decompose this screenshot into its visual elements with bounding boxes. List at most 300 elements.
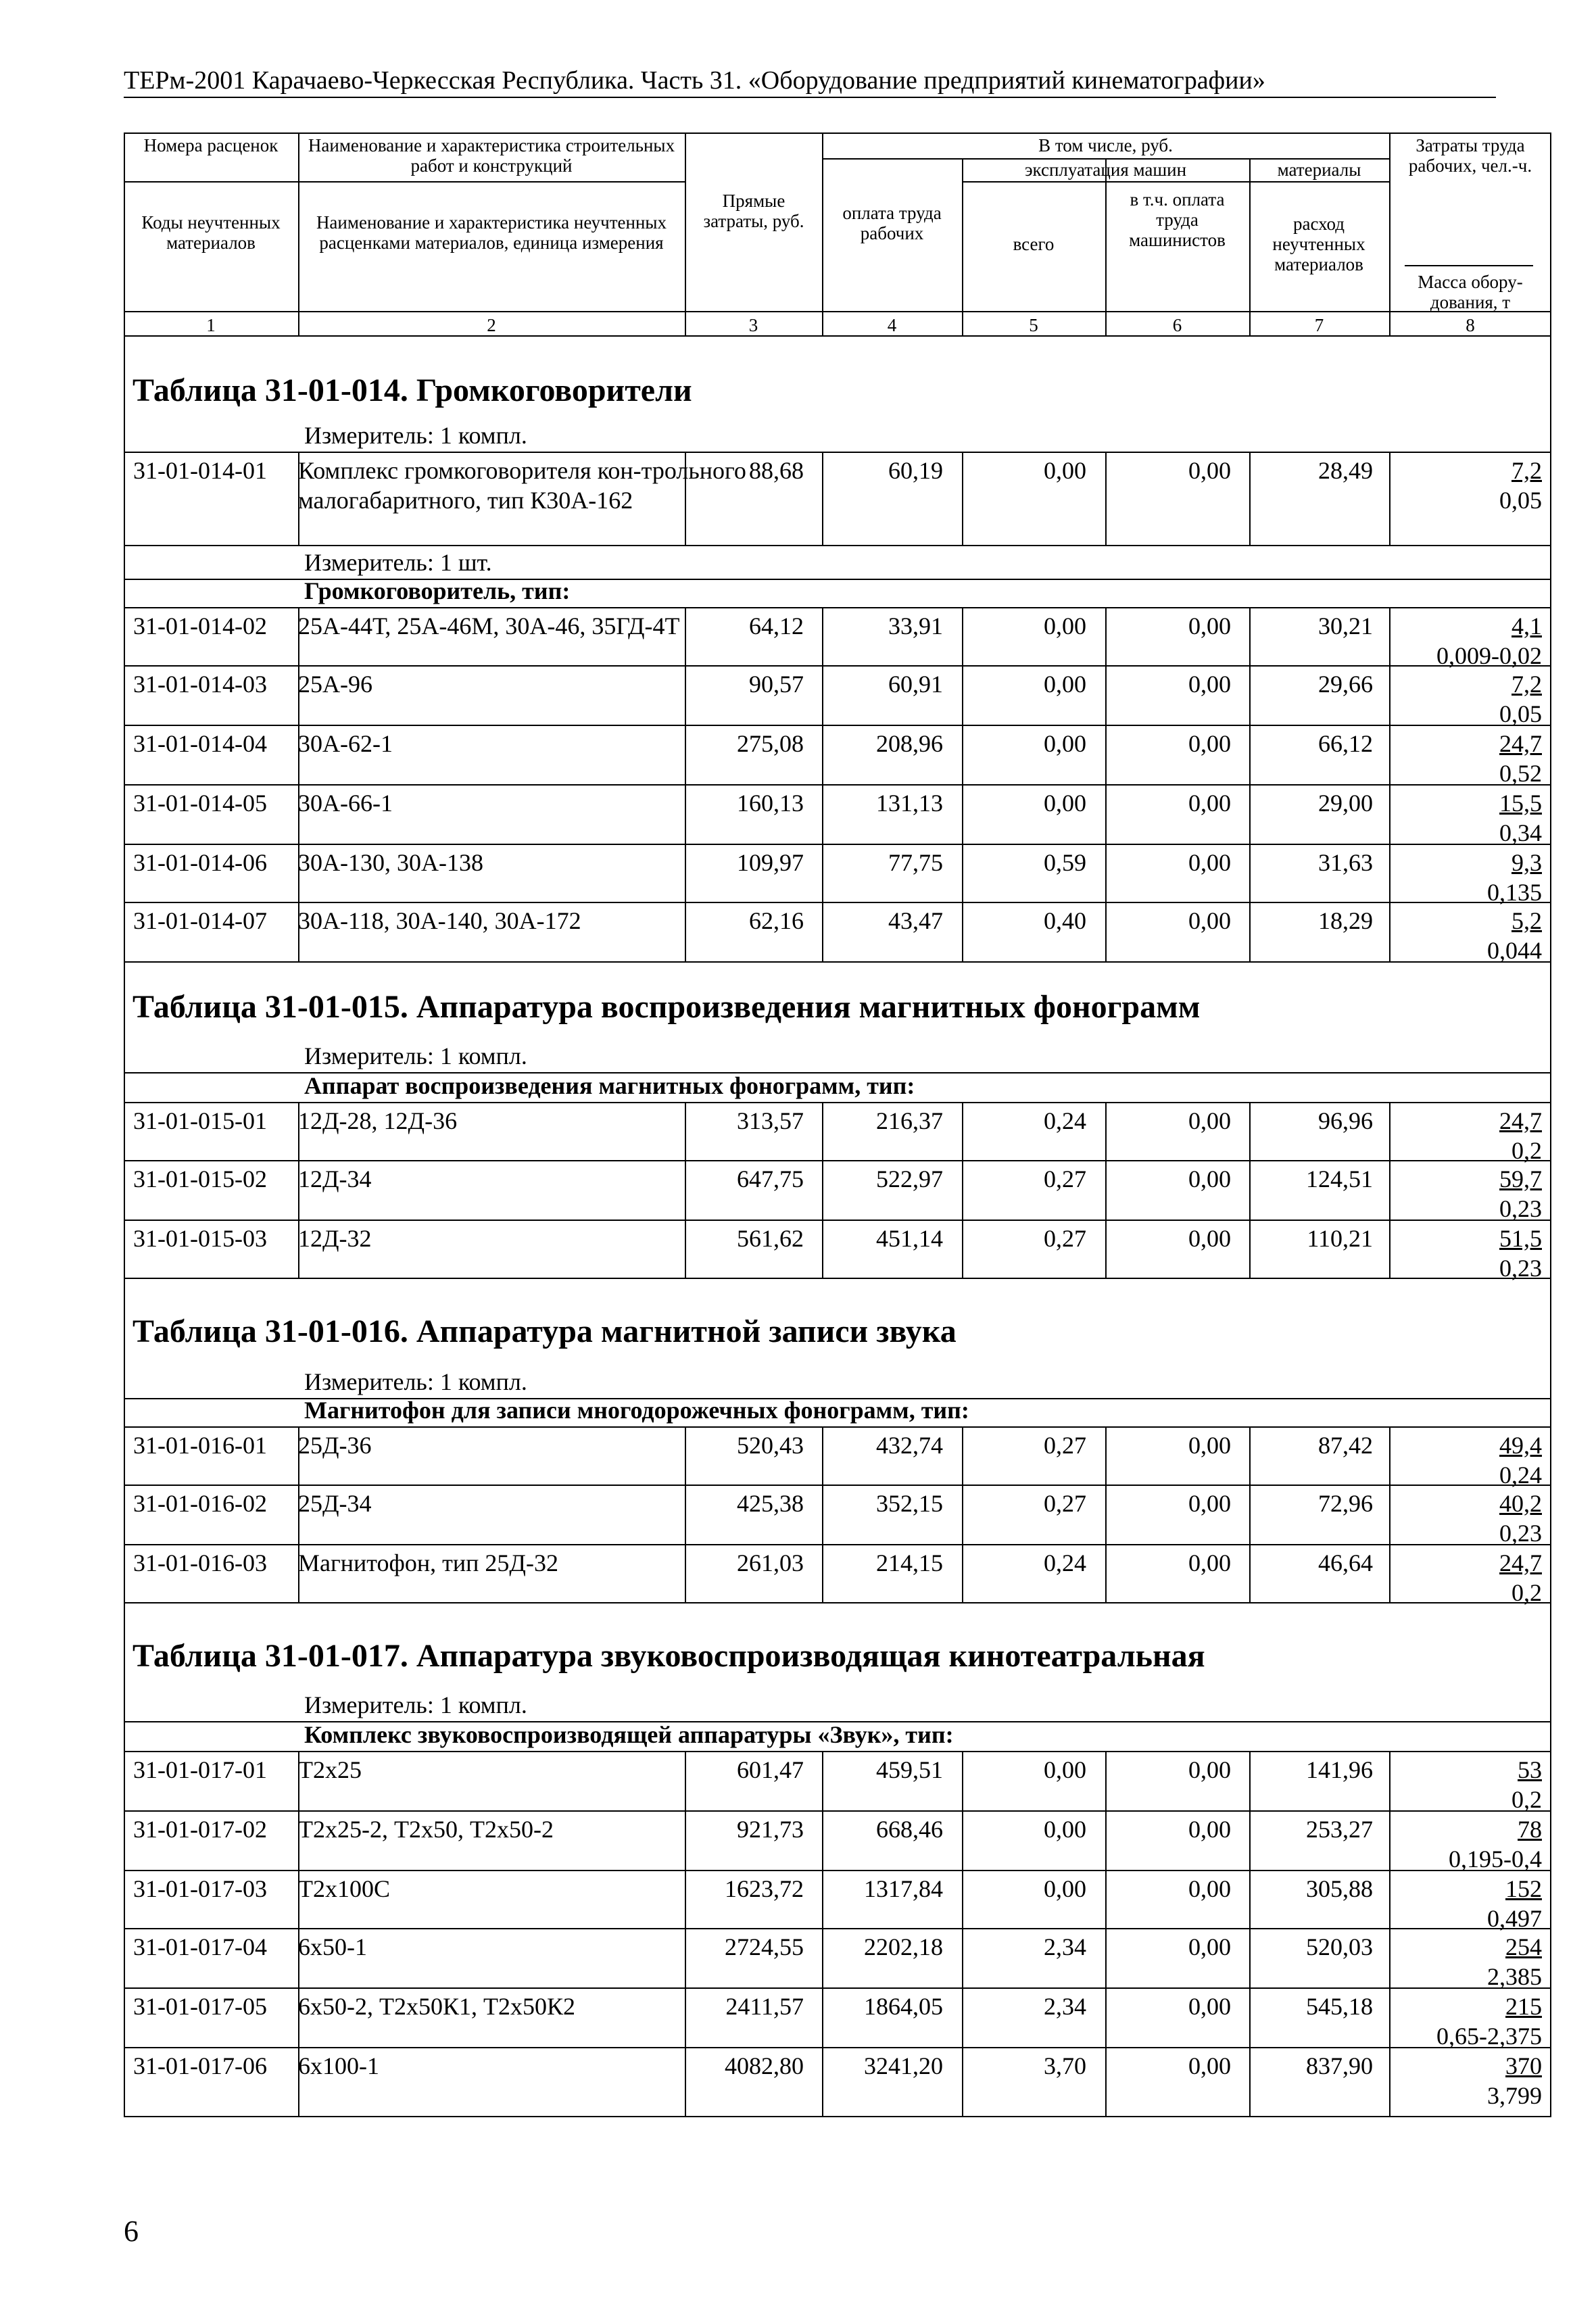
table-row xyxy=(124,1428,1551,1489)
row-operators: 0,00 xyxy=(1188,671,1231,698)
col-divider xyxy=(822,1161,823,1221)
row-mass: 0,05 xyxy=(1499,700,1542,727)
table-row xyxy=(124,453,1551,546)
col-divider xyxy=(1105,608,1107,667)
row-name: 6х100-1 xyxy=(298,2052,379,2079)
row-code: 31-01-014-05 xyxy=(133,790,267,817)
row-direct: 561,62 xyxy=(737,1225,804,1252)
col-divider xyxy=(1389,1161,1391,1221)
row-labor-mass xyxy=(1436,611,1542,671)
row-wages: 216,37 xyxy=(876,1107,943,1134)
hdr-col2-bottom: Наименование и характеристика неучтенных расценками материалов, единица измерения xyxy=(316,212,667,253)
group-label: Аппарат воспроизведения магнитных фонограмм, тип: xyxy=(304,1072,915,1099)
col-divider xyxy=(822,1545,823,1603)
col-divider xyxy=(962,1428,963,1486)
row-direct: 90,57 xyxy=(749,671,804,698)
col-number: 3 xyxy=(748,315,758,335)
row-labor-mass xyxy=(1499,729,1542,788)
row-wages: 77,75 xyxy=(888,849,943,876)
row-code: 31-01-014-07 xyxy=(133,907,267,934)
row-labor: 40,2 xyxy=(1499,1490,1542,1517)
row-wages: 451,14 xyxy=(876,1225,943,1252)
row-materials: 110,21 xyxy=(1307,1225,1373,1252)
row-direct: 2724,55 xyxy=(725,1933,804,1960)
row-wages: 459,51 xyxy=(876,1756,943,1783)
row-machines: 0,27 xyxy=(1044,1225,1086,1252)
col-divider xyxy=(822,1486,823,1545)
row-operators: 0,00 xyxy=(1188,730,1231,757)
row-materials: 253,27 xyxy=(1306,1816,1373,1843)
row-code: 31-01-017-01 xyxy=(133,1756,267,1783)
hdr-col1-bottom: Коды неучтенных материалов xyxy=(141,212,281,253)
row-mass: 0,23 xyxy=(1499,1195,1542,1222)
row-code: 31-01-014-02 xyxy=(133,612,267,640)
column-header xyxy=(124,132,1551,335)
col-divider xyxy=(822,726,823,786)
col-divider xyxy=(822,786,823,845)
col-divider xyxy=(1249,786,1251,845)
col-divider xyxy=(822,845,823,903)
row-wages: 1317,84 xyxy=(864,1875,943,1902)
row-code: 31-01-014-01 xyxy=(133,457,267,484)
col-divider xyxy=(962,453,963,546)
row-materials: 96,96 xyxy=(1318,1107,1373,1134)
row-code: 31-01-017-05 xyxy=(133,1993,267,2020)
hdr-col8-top: Затраты труда рабочих, чел.-ч. xyxy=(1408,135,1532,176)
row-labor-mass xyxy=(1499,669,1542,729)
unit-label: Измеритель: 1 компл. xyxy=(304,1368,527,1395)
group-label: Громкоговоритель, тип: xyxy=(304,577,571,604)
row-wages: 60,91 xyxy=(888,671,943,698)
col-divider xyxy=(298,1486,299,1545)
row-labor-mass xyxy=(1449,1814,1542,1874)
row-name: Т2х100С xyxy=(298,1875,391,1902)
col-divider xyxy=(1249,453,1251,546)
col-divider xyxy=(962,1989,963,2048)
row-mass: 0,009-0,02 xyxy=(1436,642,1542,669)
row-labor-mass xyxy=(1499,1489,1542,1548)
row-labor-mass xyxy=(1487,848,1542,907)
hdr-rule xyxy=(124,311,1551,312)
col-divider xyxy=(685,1103,686,1161)
col-divider xyxy=(1105,1989,1107,2048)
col-divider xyxy=(822,1929,823,1989)
row-labor-mass xyxy=(1487,2051,1542,2110)
hdr-divider xyxy=(298,132,299,335)
page-number: 6 xyxy=(124,2215,139,2248)
hdr-group-machines: эксплуатация машин xyxy=(1024,160,1187,180)
row-materials: 124,51 xyxy=(1306,1165,1373,1192)
col-divider xyxy=(1105,1103,1107,1161)
hdr-rule xyxy=(298,181,685,183)
col-divider xyxy=(685,1545,686,1603)
col-divider xyxy=(1105,1871,1107,1929)
row-labor-mass xyxy=(1499,1164,1542,1224)
col-divider xyxy=(1389,1989,1391,2048)
row-wages: 2202,18 xyxy=(864,1933,943,1960)
col-divider xyxy=(298,786,299,845)
col-divider xyxy=(1249,726,1251,786)
row-name: 6х50-2, Т2х50К1, Т2х50К2 xyxy=(298,1993,575,2020)
row-machines: 0,00 xyxy=(1044,790,1086,817)
col-divider xyxy=(1105,1428,1107,1486)
row-mass: 0,23 xyxy=(1499,1255,1542,1282)
row-machines: 3,70 xyxy=(1044,2052,1086,2079)
row-wages: 214,15 xyxy=(876,1549,943,1576)
row-machines: 0,00 xyxy=(1044,1756,1086,1783)
row-operators: 0,00 xyxy=(1188,1165,1231,1192)
row-name: Комплекс громкоговорителя кон-трольного малогабаритного, тип К30А-162 xyxy=(298,457,746,514)
row-mass: 2,385 xyxy=(1487,1963,1542,1990)
row-mass: 0,52 xyxy=(1499,760,1542,787)
row-name: 25Д-36 xyxy=(298,1432,372,1459)
row-code: 31-01-016-01 xyxy=(133,1432,267,1459)
col-divider xyxy=(685,1486,686,1545)
col-divider xyxy=(1389,1545,1391,1603)
row-operators: 0,00 xyxy=(1188,1993,1231,2020)
row-mass: 0,65-2,375 xyxy=(1436,2023,1542,2050)
hdr-group-top: В том числе, руб. xyxy=(1038,135,1173,155)
row-materials: 72,96 xyxy=(1318,1490,1373,1517)
row-mass: 0,135 xyxy=(1487,879,1542,906)
col-divider xyxy=(298,1871,299,1929)
col-divider xyxy=(685,786,686,845)
col-divider xyxy=(1249,1428,1251,1486)
row-labor: 254 xyxy=(1505,1933,1542,1960)
col-divider xyxy=(1105,903,1107,963)
row-direct: 275,08 xyxy=(737,730,804,757)
row-code: 31-01-016-03 xyxy=(133,1549,267,1576)
row-labor-mass xyxy=(1512,1755,1542,1814)
col-divider xyxy=(1105,786,1107,845)
row-materials: 31,63 xyxy=(1318,849,1373,876)
row-mass: 0,2 xyxy=(1512,1786,1542,1813)
row-labor: 24,7 xyxy=(1499,1107,1542,1134)
row-materials: 46,64 xyxy=(1318,1549,1373,1576)
row-machines: 0,40 xyxy=(1044,907,1086,934)
col-divider xyxy=(298,1428,299,1486)
col-divider xyxy=(298,608,299,667)
col-divider xyxy=(685,667,686,726)
row-direct: 64,12 xyxy=(749,612,804,640)
row-code: 31-01-017-06 xyxy=(133,2052,267,2079)
row-wages: 131,13 xyxy=(876,790,943,817)
row-labor: 152 xyxy=(1505,1875,1542,1902)
col-divider xyxy=(1249,845,1251,903)
row-wages: 33,91 xyxy=(888,612,943,640)
col-divider xyxy=(685,1161,686,1221)
hdr-col5: всего xyxy=(1013,234,1055,254)
col-divider xyxy=(685,1929,686,1989)
row-direct: 261,03 xyxy=(737,1549,804,1576)
row-machines: 0,00 xyxy=(1044,1816,1086,1843)
col-number-rule xyxy=(124,335,1551,337)
row-mass: 0,497 xyxy=(1487,1905,1542,1932)
row-materials: 29,66 xyxy=(1318,671,1373,698)
row-wages: 60,19 xyxy=(888,457,943,484)
hdr-divider xyxy=(685,132,686,335)
col-divider xyxy=(1249,1871,1251,1929)
col-divider xyxy=(685,1221,686,1279)
row-materials: 18,29 xyxy=(1318,907,1373,934)
row-machines: 0,00 xyxy=(1044,730,1086,757)
hdr-group-materials: материалы xyxy=(1277,160,1361,180)
col-divider xyxy=(298,1989,299,2048)
row-name: 30А-66-1 xyxy=(298,790,393,817)
row-name: 25А-96 xyxy=(298,671,372,698)
col-divider xyxy=(962,1545,963,1603)
row-materials: 87,42 xyxy=(1318,1432,1373,1459)
row-code: 31-01-015-02 xyxy=(133,1165,267,1192)
hdr-divider xyxy=(822,132,823,335)
col-divider xyxy=(1249,1486,1251,1545)
row-labor: 59,7 xyxy=(1499,1165,1542,1192)
unit-label: Измеритель: 1 компл. xyxy=(304,1042,527,1069)
col-divider xyxy=(1105,1221,1107,1279)
row-labor: 215 xyxy=(1505,1993,1542,2020)
row-direct: 313,57 xyxy=(737,1107,804,1134)
row-labor: 7,2 xyxy=(1512,671,1542,698)
row-materials: 305,88 xyxy=(1306,1875,1373,1902)
row-labor: 4,1 xyxy=(1512,612,1542,640)
col-divider xyxy=(685,2048,686,2117)
row-direct: 160,13 xyxy=(737,790,804,817)
col-divider xyxy=(298,1752,299,1812)
col-divider xyxy=(1249,903,1251,963)
col-divider xyxy=(1105,2048,1107,2117)
row-materials: 29,00 xyxy=(1318,790,1373,817)
row-mass: 0,2 xyxy=(1512,1137,1542,1164)
col-divider xyxy=(962,903,963,963)
row-name: 25А-44Т, 25А-46М, 30А-46, 35ГД-4Т xyxy=(298,612,680,640)
row-wages: 208,96 xyxy=(876,730,943,757)
row-labor: 370 xyxy=(1505,2052,1542,2079)
row-direct: 921,73 xyxy=(737,1816,804,1843)
row-direct: 425,38 xyxy=(737,1490,804,1517)
col-divider xyxy=(1389,667,1391,726)
col-divider xyxy=(298,2048,299,2117)
row-code: 31-01-015-01 xyxy=(133,1107,267,1134)
table-row xyxy=(124,1929,1551,1989)
row-code: 31-01-017-04 xyxy=(133,1933,267,1960)
col-divider xyxy=(962,2048,963,2117)
col-divider xyxy=(1249,1989,1251,2048)
row-machines: 0,00 xyxy=(1044,612,1086,640)
unit-label: Измеритель: 1 компл. xyxy=(304,422,527,449)
row-code: 31-01-014-03 xyxy=(133,671,267,698)
table-row xyxy=(124,1989,1551,2048)
row-wages: 432,74 xyxy=(876,1432,943,1459)
table-title: Таблица 31-01-016. Аппаратура магнитной записи звука xyxy=(132,1313,957,1349)
row-operators: 0,00 xyxy=(1188,1756,1231,1783)
row-machines: 0,00 xyxy=(1044,671,1086,698)
row-materials: 520,03 xyxy=(1306,1933,1373,1960)
col-divider xyxy=(822,1221,823,1279)
col-divider xyxy=(1389,1752,1391,1812)
row-mass: 0,044 xyxy=(1487,937,1542,964)
row-mass: 0,2 xyxy=(1512,1579,1542,1606)
col-divider xyxy=(1389,786,1391,845)
row-name: Т2х25 xyxy=(298,1756,362,1783)
table-row xyxy=(124,1752,1551,1812)
row-direct: 520,43 xyxy=(737,1432,804,1459)
col-divider xyxy=(1105,1486,1107,1545)
page-header: ТЕРм-2001 Карачаево-Черкесская Республика. Часть 31. «Оборудование предприятий кинематографии» xyxy=(124,64,1496,98)
col-number: 2 xyxy=(487,315,496,335)
table-row xyxy=(124,608,1551,667)
table-row xyxy=(124,2048,1551,2117)
col-divider xyxy=(1389,726,1391,786)
col-divider xyxy=(1249,2048,1251,2117)
col-divider xyxy=(962,845,963,903)
col-divider xyxy=(685,1428,686,1486)
row-labor: 24,7 xyxy=(1499,1549,1542,1576)
row-labor-mass xyxy=(1487,906,1542,965)
col-divider xyxy=(1105,1545,1107,1603)
col-divider xyxy=(962,1103,963,1161)
col-divider xyxy=(685,1812,686,1871)
table-row xyxy=(124,1545,1551,1606)
row-machines: 0,24 xyxy=(1044,1549,1086,1576)
hdr-col8-bottom: Масса обору-дования, т xyxy=(1418,272,1523,312)
row-direct: 2411,57 xyxy=(725,1993,804,2020)
row-labor: 53 xyxy=(1518,1756,1542,1783)
col-divider xyxy=(1105,1929,1107,1989)
col-divider xyxy=(298,1929,299,1989)
col-divider xyxy=(1389,1486,1391,1545)
col-divider xyxy=(822,2048,823,2117)
row-labor-mass xyxy=(1487,1874,1542,1933)
col-divider xyxy=(962,1161,963,1221)
hdr-col2-top: Наименование и характеристика строительных работ и конструкций xyxy=(308,135,675,176)
col-divider xyxy=(962,1871,963,1929)
row-operators: 0,00 xyxy=(1188,1225,1231,1252)
row-direct: 109,97 xyxy=(737,849,804,876)
col-number: 7 xyxy=(1314,315,1324,335)
col-divider xyxy=(685,1989,686,2048)
table-row xyxy=(124,786,1551,845)
row-materials: 66,12 xyxy=(1318,730,1373,757)
row-labor: 5,2 xyxy=(1512,907,1542,934)
row-operators: 0,00 xyxy=(1188,1933,1231,1960)
row-labor-mass xyxy=(1487,1932,1542,1992)
col-divider xyxy=(962,786,963,845)
row-labor: 78 xyxy=(1518,1816,1542,1843)
row-operators: 0,00 xyxy=(1188,790,1231,817)
col-divider xyxy=(298,1161,299,1221)
hdr-divider xyxy=(1249,160,1251,335)
row-machines: 0,00 xyxy=(1044,1875,1086,1902)
row-mass: 0,195-0,4 xyxy=(1449,1845,1542,1873)
col-divider xyxy=(1105,1812,1107,1871)
row-labor: 9,3 xyxy=(1512,849,1542,876)
col-divider xyxy=(822,667,823,726)
group-label: Комплекс звуковоспроизводящей аппаратуры «Звук», тип: xyxy=(304,1721,954,1748)
row-operators: 0,00 xyxy=(1188,849,1231,876)
col-divider xyxy=(822,1103,823,1161)
row-labor-mass xyxy=(1499,456,1542,515)
col-divider xyxy=(1249,608,1251,667)
row-labor: 15,5 xyxy=(1499,790,1542,817)
col-divider xyxy=(962,1221,963,1279)
row-mass: 0,24 xyxy=(1499,1462,1542,1489)
col-divider xyxy=(298,1103,299,1161)
table-row xyxy=(124,1812,1551,1871)
col-divider xyxy=(1389,1929,1391,1989)
table-row xyxy=(124,1221,1551,1282)
row-direct: 62,16 xyxy=(749,907,804,934)
hdr-col4: оплата труда рабочих xyxy=(842,203,942,243)
row-code: 31-01-014-04 xyxy=(133,730,267,757)
row-materials: 837,90 xyxy=(1306,2052,1373,2079)
row-wages: 522,97 xyxy=(876,1165,943,1192)
row-code: 31-01-017-02 xyxy=(133,1816,267,1843)
col-divider xyxy=(822,1812,823,1871)
row-materials: 30,21 xyxy=(1318,612,1373,640)
col-divider xyxy=(1249,1812,1251,1871)
col-divider xyxy=(962,608,963,667)
col-divider xyxy=(298,1812,299,1871)
hdr-rule xyxy=(1405,265,1533,266)
col-divider xyxy=(298,1545,299,1603)
col-divider xyxy=(1249,1545,1251,1603)
row-direct: 4082,80 xyxy=(725,2052,804,2079)
col-divider xyxy=(822,1989,823,2048)
row-labor: 7,2 xyxy=(1512,457,1542,484)
unit-label: Измеритель: 1 компл. xyxy=(304,1691,527,1718)
col-divider xyxy=(685,845,686,903)
col-divider xyxy=(822,1428,823,1486)
row-code: 31-01-014-06 xyxy=(133,849,267,876)
col-divider xyxy=(1389,1871,1391,1929)
table-row xyxy=(124,1161,1551,1221)
row-machines: 0,24 xyxy=(1044,1107,1086,1134)
col-divider xyxy=(1389,1221,1391,1279)
row-name: 30А-62-1 xyxy=(298,730,393,757)
hdr-divider xyxy=(962,160,963,335)
table-row xyxy=(124,1103,1551,1164)
group-label: Магнитофон для записи многодорожечных фонограмм, тип: xyxy=(304,1397,969,1424)
row-machines: 0,27 xyxy=(1044,1490,1086,1517)
row-labor-mass xyxy=(1499,788,1542,848)
row-operators: 0,00 xyxy=(1188,1875,1231,1902)
row-labor-mass xyxy=(1499,1106,1542,1165)
row-code: 31-01-016-02 xyxy=(133,1490,267,1517)
col-divider xyxy=(1249,1221,1251,1279)
col-divider xyxy=(298,667,299,726)
col-divider xyxy=(1389,608,1391,667)
row-name: 30А-118, 30А-140, 30А-172 xyxy=(298,907,581,934)
row-operators: 0,00 xyxy=(1188,1432,1231,1459)
hdr-col3: Прямые затраты, руб. xyxy=(703,191,804,231)
row-wages: 1864,05 xyxy=(864,1993,943,2020)
hdr-rule xyxy=(962,181,1389,183)
col-divider xyxy=(822,1871,823,1929)
col-divider xyxy=(1389,2048,1391,2117)
table-row xyxy=(124,726,1551,786)
row-name: 12Д-28, 12Д-36 xyxy=(298,1107,458,1134)
row-direct: 647,75 xyxy=(737,1165,804,1192)
col-divider xyxy=(1105,1752,1107,1812)
row-operators: 0,00 xyxy=(1188,1549,1231,1576)
row-operators: 0,00 xyxy=(1188,612,1231,640)
col-divider xyxy=(298,726,299,786)
col-divider xyxy=(962,1486,963,1545)
col-divider xyxy=(1249,1929,1251,1989)
col-divider xyxy=(962,1812,963,1871)
row-materials: 141,96 xyxy=(1306,1756,1373,1783)
col-divider xyxy=(298,903,299,963)
